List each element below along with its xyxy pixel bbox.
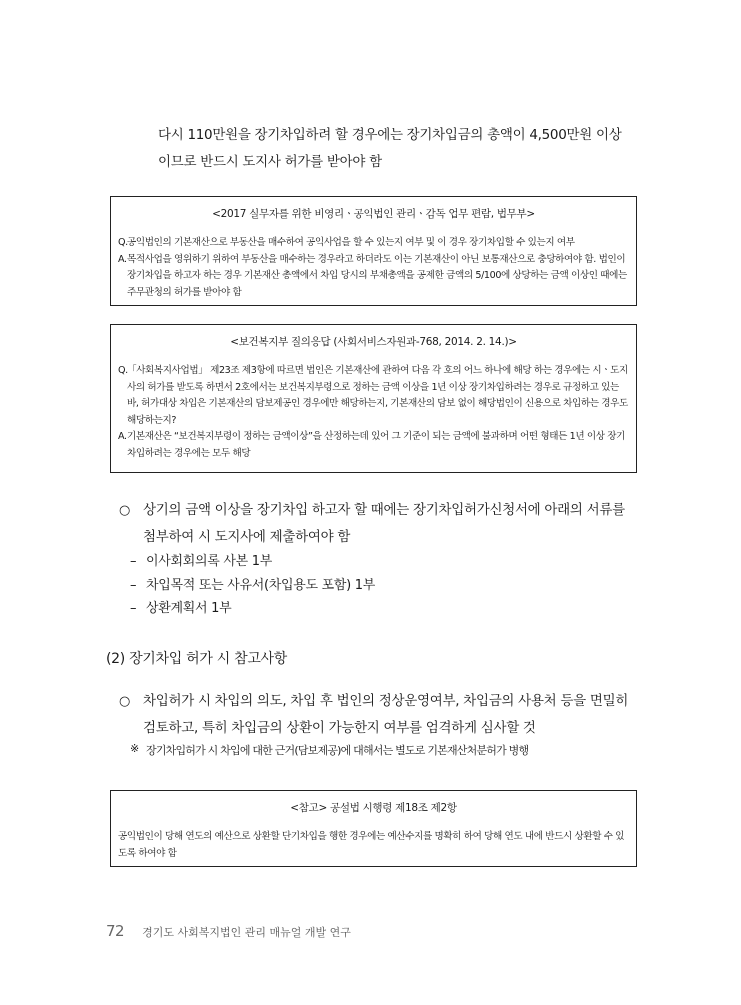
page-number: 72 xyxy=(106,922,125,940)
reference-box-enforcement-decree xyxy=(110,790,637,867)
intro-paragraph xyxy=(158,122,658,176)
answer-row xyxy=(118,252,629,302)
answer-mark-label: A. xyxy=(118,431,127,442)
box-title: <보건복지부 질의응답 (사회서비스자원과-768, 2014. 2. 14.)> xyxy=(230,336,517,348)
answer-mark-label: A. xyxy=(118,253,127,265)
section-heading: (2) 장기차입 허가 시 참고사항 xyxy=(106,651,287,667)
box-title: <2017 실무자를 위한 비영리ㆍ공익법인 관리ㆍ감독 업무 편람, 법무부> xyxy=(212,208,535,220)
list-item-text: 차입목적 또는 사유서(차입용도 포함) 1부 xyxy=(146,577,375,593)
list-item xyxy=(130,574,530,598)
answer-text: 기본재산은 “보건복지부령이 정하는 금액이상”을 산정하는데 있어 그 기준이 되는 금액에 불과하며 어떤 형태든 1년 이상 장기차입하려는 경우에는 모두 해당 xyxy=(127,431,625,459)
box-body-text: 공익법인이 당해 연도의 예산으로 상환할 단기차입을 행한 경우에는 예산수지를 명확히 하여 당해 연도 내에 반드시 상환할 수 있도록 하여야 함 xyxy=(118,831,625,859)
question-text: 공익법인의 기본재산으로 부동산을 매수하여 공익사업을 할 수 있는지 여부 및 이 경우 장기차입할 수 있는지 여부 xyxy=(127,237,575,248)
page-footer xyxy=(106,922,351,940)
reference-box-ministry-of-justice xyxy=(110,196,637,306)
box-title: <참고> 공설법 시행령 제18조 제2항 xyxy=(290,802,457,814)
bullet-required-documents xyxy=(119,497,639,551)
document-list xyxy=(130,550,530,621)
circle-bullet-icon: ○ xyxy=(119,503,131,518)
note-line xyxy=(130,742,640,758)
note-text: 장기차입허가 시 차입에 대한 근거(담보제공)에 대해서는 별도로 기본재산처분허가 병행 xyxy=(146,744,529,757)
list-item-text: 상환계획서 1부 xyxy=(146,601,232,616)
intro-line-2: 이므로 반드시 도지사 허가를 받아야 함 xyxy=(158,154,382,170)
dash-icon: – xyxy=(130,601,137,616)
question-mark-label: Q. xyxy=(118,237,128,248)
question-row xyxy=(118,363,629,429)
bullet-text: 차입허가 시 차입의 의도, 차입 후 법인의 정상운영여부, 차입금의 사용처 등을 면밀히 검토하고, 특히 차입금의 상환이 가능한지 여부를 엄격하게 심사할 것 xyxy=(143,693,629,736)
question-row xyxy=(118,235,629,252)
bullet-review-guidance xyxy=(119,688,639,742)
answer-row xyxy=(118,429,629,462)
dash-icon: – xyxy=(130,554,137,569)
bullet-text: 상기의 금액 이상을 장기차입 하고자 할 때에는 장기차입허가신청서에 아래의 서류를 첨부하여 시 도지사에 제출하여야 함 xyxy=(143,502,625,545)
circle-bullet-icon: ○ xyxy=(119,694,131,709)
document-title: 경기도 사회복지법인 관리 매뉴얼 개발 연구 xyxy=(142,926,351,939)
answer-text: 목적사업을 영위하기 위하여 부동산을 매수하는 경우라고 하더라도 이는 기본재산이 아닌 보통재산으로 충당하여야 함. 법인이 장기차입을 하고자 하는 경우 기본재산 총액에서 차입 당시의 부채총액을 공제한 금액의 5/100에 상당하는 금액 이상인 때에는 주무관청의 허가를 받아야 함 xyxy=(127,253,627,298)
list-item xyxy=(130,550,530,574)
dash-icon: – xyxy=(130,577,137,593)
list-item xyxy=(130,597,530,621)
list-item-text: 이사회회의록 사본 1부 xyxy=(146,554,272,569)
question-mark-label: Q. xyxy=(118,365,128,376)
reference-mark-icon: ※ xyxy=(130,742,139,755)
intro-line-1: 다시 110만원을 장기차입하려 할 경우에는 장기차입금의 총액이 4,500만원 이상 xyxy=(158,127,622,143)
question-text: 「사회복지사업법」 제23조 제3항에 따르면 법인은 기본재산에 관하여 다음 각 호의 어느 하나에 해당 하는 경우에는 시ㆍ도지사의 허가를 받도록 하면서 2호에서는 보건복지부령으로 정하는 금액 이상을 1년 이상 장기차입하려는 경우로 규정하고 있는 바, 허가대상 차입은 기본재산의 담보제공인 경우에만 해당하는지, 기본재산의 담보 없이 해당법인이 신용으로 차입하는 경우도 해당하는지? xyxy=(127,365,628,426)
reference-box-ministry-of-health-qa xyxy=(110,324,637,473)
